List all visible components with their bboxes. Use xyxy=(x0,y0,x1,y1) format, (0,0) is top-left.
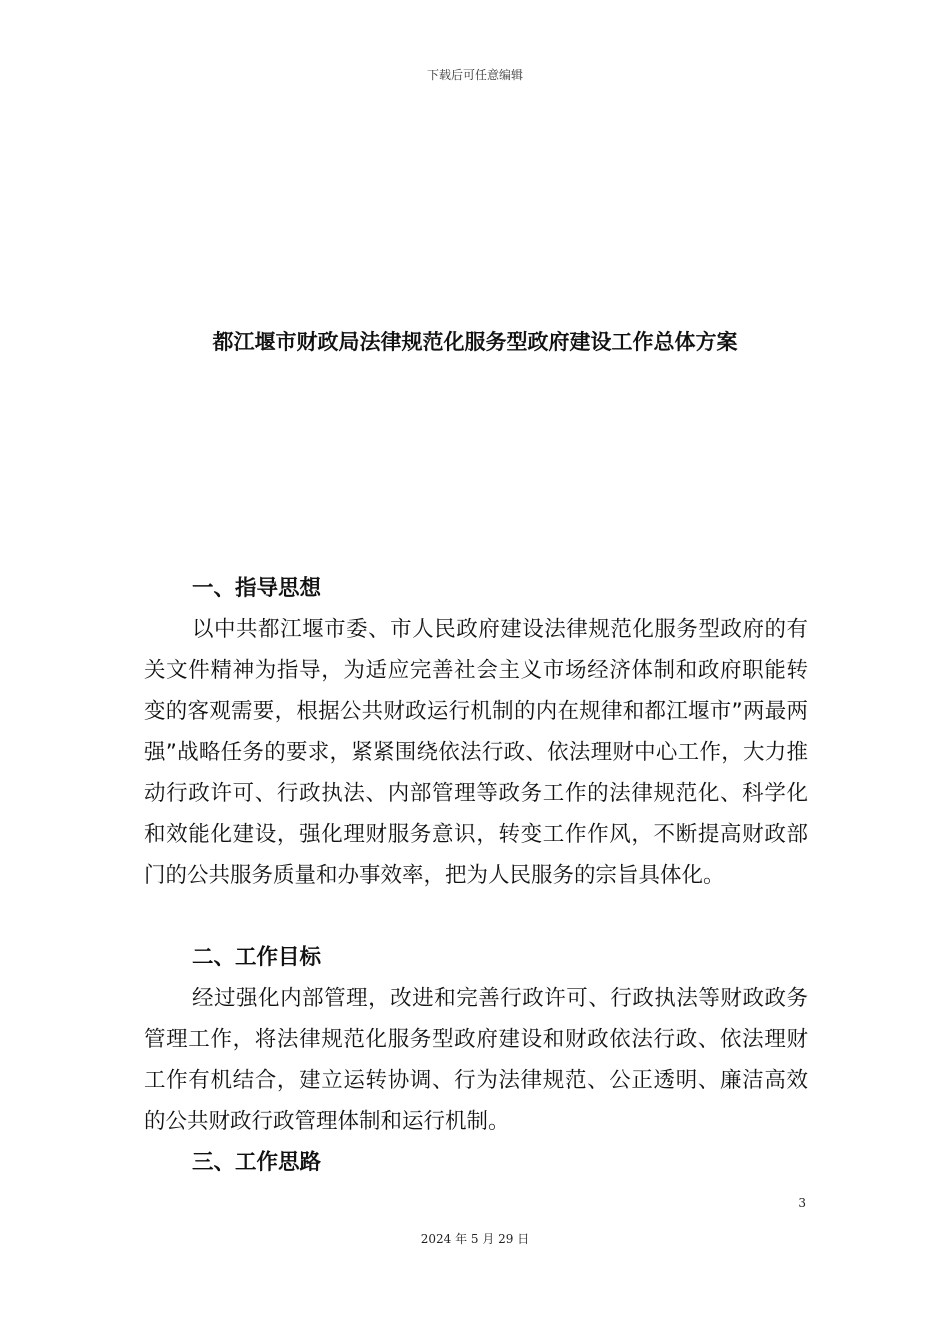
section-heading-work-goals: 二、工作目标 xyxy=(192,945,322,970)
paragraph: 以中共都江堰市委、市人民政府建设法律规范化服务型政府的有关文件精神为指导，为适应完善社会主义市场经济体制和政府职能转变的客观需要，根据公共财政运行机制的内在规律和都江堰市”两最两强”战略任务的要求，紧紧围绕依法行政、依法理财中心工作，大力推动行政许可、行政执法、内部管理等政务工作的法律规范化、科学化和效能化建设，强化理财服务意识，转变工作作风，不断提高财政部门的公共服务质量和办事效率，把为人民服务的宗旨具体化。 xyxy=(144,617,808,888)
page-header-note: 下载后可任意编辑 xyxy=(426,68,523,82)
section-heading-guiding-ideology: 一、指导思想 xyxy=(192,576,322,601)
page-footer-date: 2024 年 5 月 29 日 xyxy=(420,1232,530,1246)
section-body-guiding-ideology xyxy=(144,609,808,896)
page-number: 3 xyxy=(798,1196,806,1210)
paragraph: 经过强化内部管理，改进和完善行政许可、行政执法等财政政务管理工作，将法律规范化服务型政府建设和财政依法行政、依法理财工作有机结合，建立运转协调、行为法律规范、公正透明、廉洁高效的公共财政行政管理体制和运行机制。 xyxy=(144,986,808,1134)
section-body-work-goals xyxy=(144,978,808,1142)
document-title: 都江堰市财政局法律规范化服务型政府建设工作总体方案 xyxy=(212,330,738,354)
section-heading-work-approach: 三、工作思路 xyxy=(192,1150,322,1175)
